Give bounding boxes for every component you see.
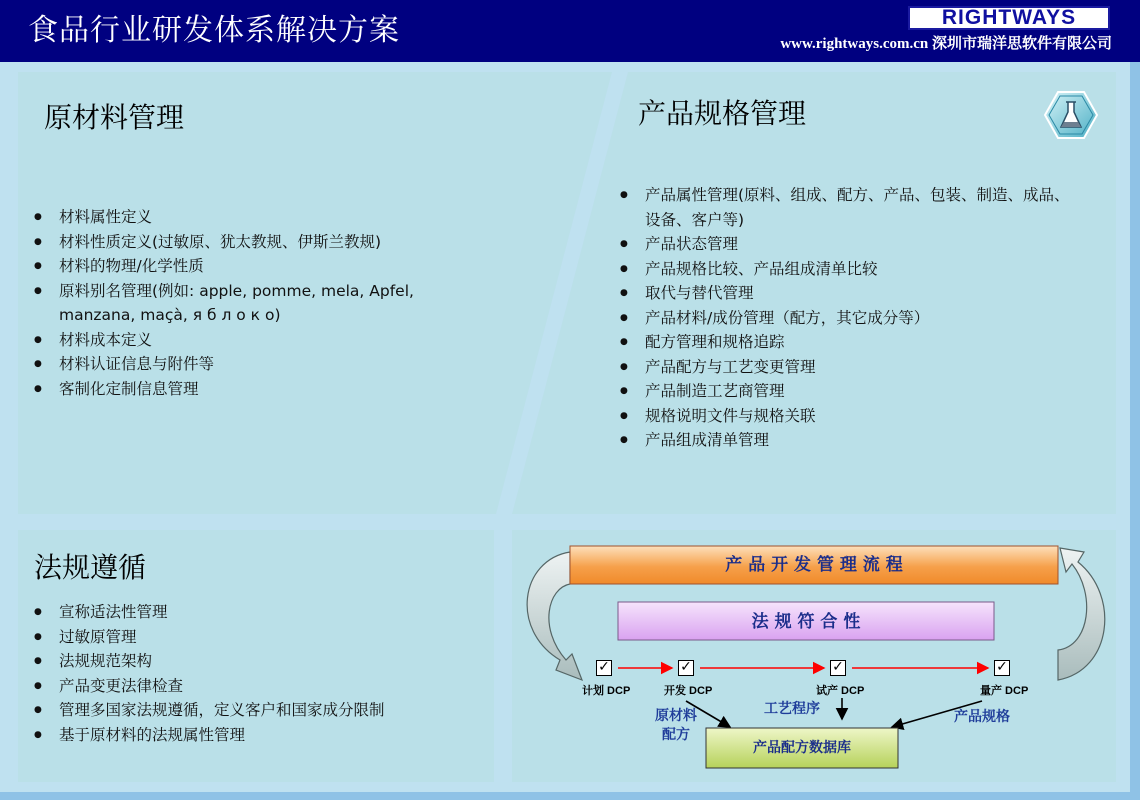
list-item — [620, 355, 1085, 380]
list-item — [34, 328, 489, 353]
list-item — [620, 428, 1085, 453]
list-item-text: 客制化定制信息管理 — [59, 379, 199, 398]
list-item — [620, 232, 1085, 257]
list-item — [620, 379, 1085, 404]
process-route-label: 工艺程序 — [764, 700, 820, 716]
recipe-label: 配方 — [662, 726, 690, 742]
list-item — [34, 352, 489, 377]
list-item-text: 配方管理和规格追踪 — [645, 333, 785, 351]
compliance-bar-label: 法 规 符 合 性 — [751, 612, 861, 632]
list-item — [34, 723, 489, 748]
list-item — [620, 183, 1085, 232]
dev-flow-label: 产 品 开 发 管 理 流 程 — [725, 555, 903, 575]
list-item — [34, 649, 489, 674]
list-item-text: 材料的物理/化学性质 — [59, 257, 204, 275]
dcp-checkbox-icon: ✓ — [994, 660, 1010, 676]
list-item-text: 取代与替代管理 — [645, 284, 754, 302]
list-item — [34, 230, 489, 255]
raw-materials-title: 原材料管理 — [44, 101, 185, 134]
list-item — [34, 600, 489, 625]
list-item-text: 法规规范架构 — [59, 652, 153, 670]
product-spec-title: 产品规格管理 — [638, 97, 807, 130]
list-item — [620, 281, 1085, 306]
company-info: www.rightways.com.cn 深圳市瑞洋思软件有限公司 — [780, 36, 1112, 52]
compliance-title: 法规遵循 — [34, 551, 147, 584]
list-item — [34, 377, 489, 402]
list-item-text: 产品制造工艺商管理 — [645, 382, 785, 400]
product-spec-list — [620, 183, 1085, 453]
list-item — [34, 279, 489, 328]
logo-text: RIGHTWAYS — [941, 6, 1077, 29]
list-item — [620, 404, 1085, 429]
dcp-label: 开发 DCP — [664, 685, 713, 697]
list-item-text: 规格说明文件与规格关联 — [645, 406, 816, 425]
list-item-text: 产品组成清单管理 — [645, 431, 770, 449]
list-item-text: 材料认证信息与附件等 — [59, 355, 215, 373]
dcp-label: 量产 DCP — [980, 685, 1029, 697]
list-item-text: 材料属性定义 — [59, 208, 153, 226]
list-item — [34, 698, 489, 723]
raw-recipe-label — [646, 706, 706, 744]
dcp-checkbox-icon: ✓ — [678, 660, 694, 676]
list-item-text: 材料性质定义(过敏原、犹太教规、伊斯兰教规) — [59, 232, 382, 251]
list-item — [620, 257, 1085, 282]
list-item-text: 基于原材料的法规属性管理 — [59, 725, 246, 744]
raw-label: 原材料 — [655, 707, 697, 723]
dcp-checkbox-icon: ✓ — [596, 660, 612, 676]
list-item-text: 管理多国家法规遵循，定义客户和国家成分限制 — [59, 701, 385, 719]
page-title: 食品行业研发体系解决方案 — [28, 13, 400, 48]
list-item-text: 原料别名管理(例如: apple, pomme, mela, Apfel, manzana, maçà, я б л о к о) — [59, 281, 419, 324]
dcp-checkbox-icon: ✓ — [830, 660, 846, 676]
list-item-text: 过敏原管理 — [59, 627, 137, 646]
list-item-text: 宣称适法性管理 — [59, 603, 168, 621]
list-item — [620, 306, 1085, 331]
list-item-text: 材料成本定义 — [59, 330, 153, 349]
compliance-list — [34, 600, 489, 747]
list-item — [34, 674, 489, 699]
list-item-text: 产品状态管理 — [645, 235, 739, 253]
dcp-label: 计划 DCP — [582, 685, 631, 697]
list-item-text: 产品规格比较、产品组成清单比较 — [645, 259, 878, 278]
recipe-database-label: 产品配方数据库 — [753, 740, 851, 756]
list-item-text: 产品属性管理(原料、组成、配方、产品、包装、制造、成品、设备、客户等) — [645, 186, 1070, 229]
spec-label: 产品规格 — [954, 708, 1010, 724]
raw-materials-list — [34, 205, 489, 401]
list-item-text: 产品材料/成份管理（配方，其它成分等） — [645, 308, 930, 327]
list-item — [34, 254, 489, 279]
list-item-text: 产品配方与工艺变更管理 — [645, 357, 816, 376]
list-item-text: 产品变更法律检查 — [59, 676, 184, 695]
list-item — [34, 205, 489, 230]
dcp-label: 试产 DCP — [816, 685, 865, 697]
list-item — [34, 625, 489, 650]
list-item — [620, 330, 1085, 355]
